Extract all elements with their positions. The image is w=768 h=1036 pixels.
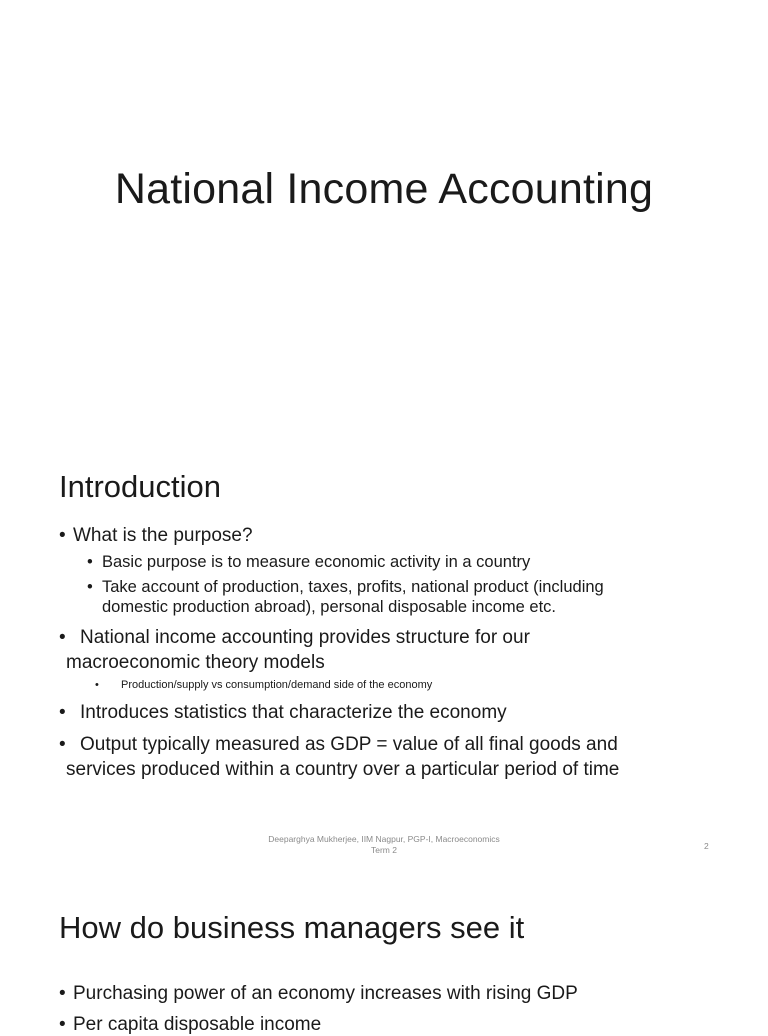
bullet-icon: • [87, 578, 93, 596]
footer-author: Deeparghya Mukherjee, IIM Nagpur, PGP-I, Macroeconomics [268, 834, 500, 844]
bullet-text: Basic purpose is to measure economic activity in a country [102, 553, 531, 571]
bullet-text: Production/supply vs consumption/demand side of the economy [121, 679, 433, 691]
bullet-text-line1: National income accounting provides structure for our [80, 627, 530, 648]
bullet-text: Per capita disposable income [73, 1014, 322, 1035]
bullet-icon: • [59, 702, 66, 723]
page-number: 2 [704, 841, 709, 851]
bullet-text-line2: domestic production abroad), personal disposable income etc. [102, 598, 557, 616]
bullet-text-line2: services produced within a country over a particular period of time [66, 759, 620, 780]
slide-heading: How do business managers see it [59, 910, 525, 945]
slide-heading: Introduction [59, 469, 221, 504]
slide-footer [0, 834, 768, 856]
bullet-text: Purchasing power of an economy increases with rising GDP [73, 983, 578, 1004]
footer-term: Term 2 [371, 845, 397, 855]
presentation-title: National Income Accounting [114, 165, 654, 213]
bullet-text-line2: macroeconomic theory models [66, 652, 325, 673]
slide-title [0, 0, 768, 432]
slide-business-managers [0, 864, 768, 1035]
bullet-text-line1: Take account of production, taxes, profits, national product (including [102, 578, 604, 596]
bullet-icon: • [95, 679, 99, 691]
bullet-text-line1: Output typically measured as GDP = value of all final goods and [80, 734, 618, 755]
bullet-text: Introduces statistics that characterize the economy [80, 702, 507, 723]
bullet-icon: • [87, 553, 93, 571]
slide-introduction [0, 432, 768, 864]
bullet-icon: • [59, 983, 66, 1004]
bullet-icon: • [59, 1014, 66, 1035]
bullet-icon: • [59, 734, 66, 755]
bullet-icon: • [59, 525, 66, 546]
bullet-text: What is the purpose? [73, 525, 253, 546]
bullet-icon: • [59, 627, 66, 648]
